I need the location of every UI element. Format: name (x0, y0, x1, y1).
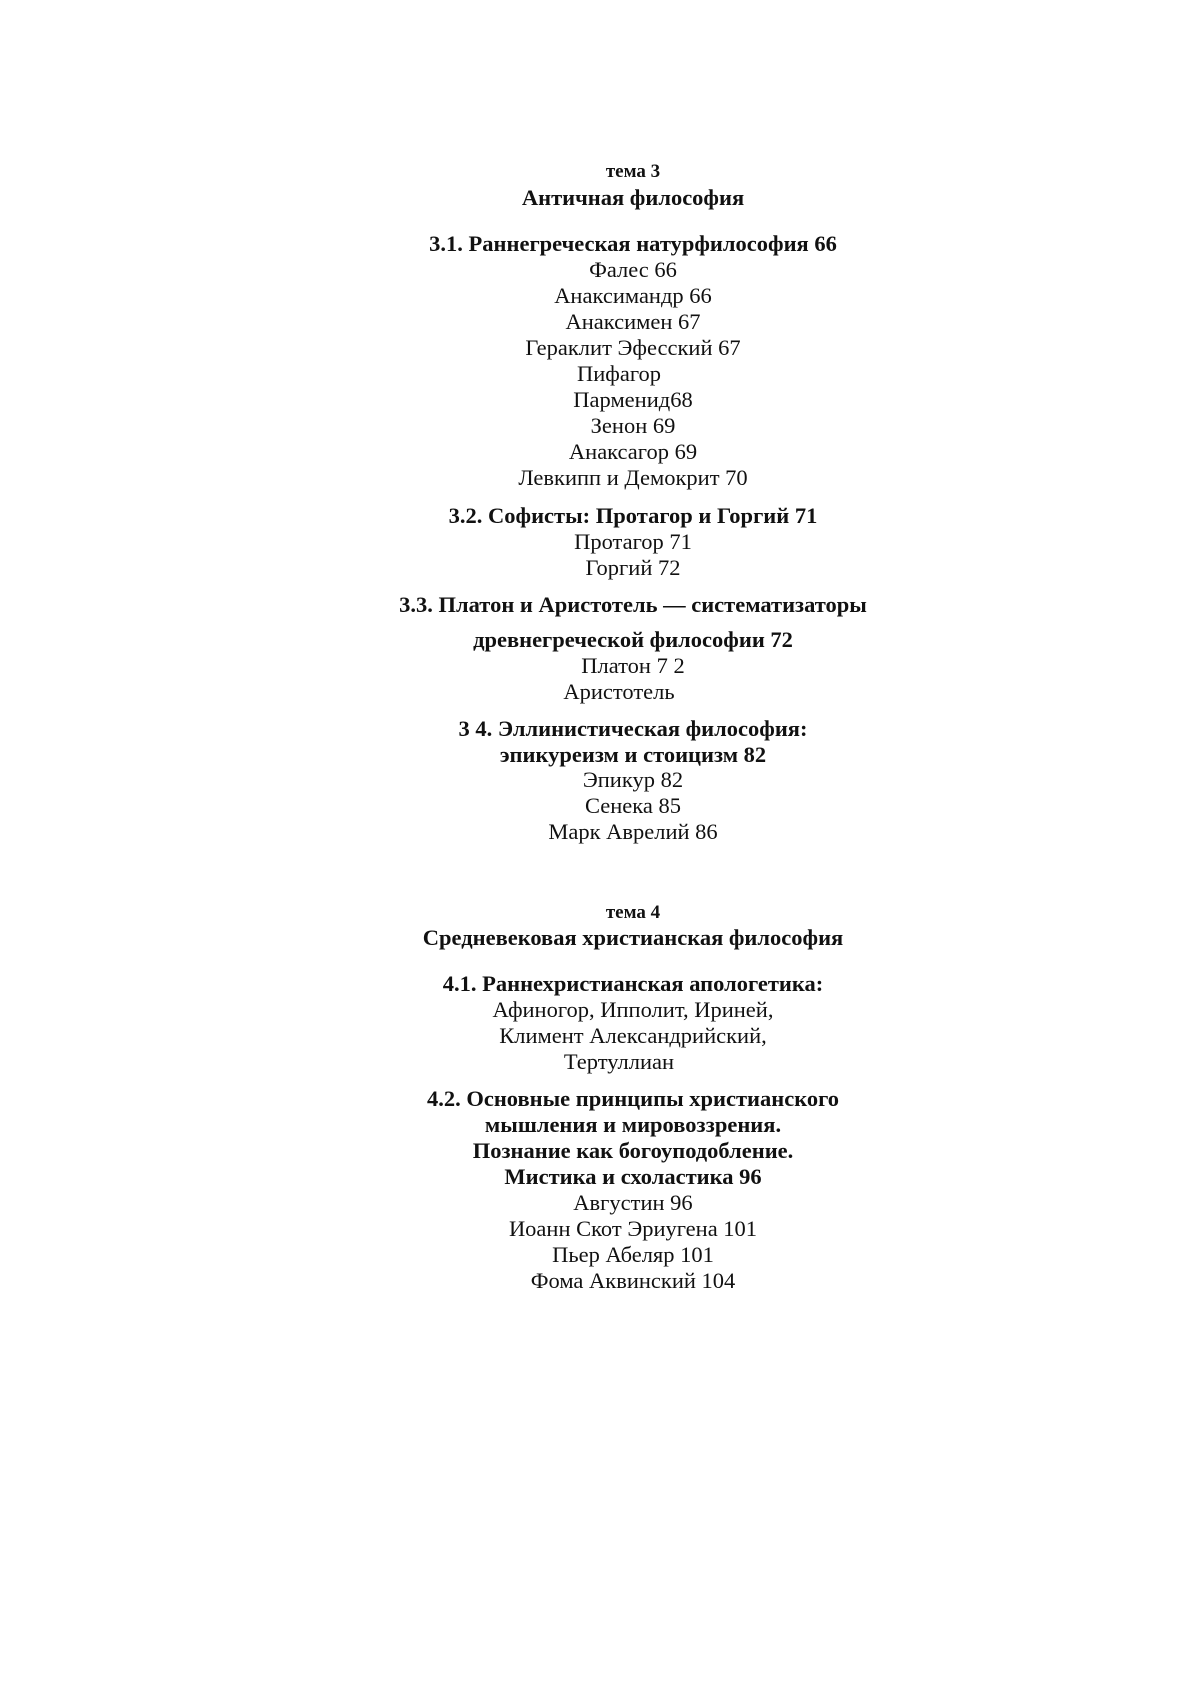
toc-item: Аристотель (563, 679, 675, 704)
toc-item: Парменид68 (573, 387, 693, 412)
tema-4-title: Средневековая христианская философия (422, 925, 844, 950)
section-3-3-heading-line1: 3.3. Платон и Аристотель — систематизаторы (399, 592, 867, 617)
toc-item: Горгий 72 (585, 555, 681, 580)
toc-item: Анаксимен 67 (565, 309, 701, 334)
tema-3-title: Античная философия (521, 185, 745, 210)
section-3-3-heading-line2: древнегреческой философии 72 (473, 627, 793, 652)
section-4-1-heading: 4.1. Раннехристианская апологетика: (442, 971, 824, 996)
section-3-4-heading-line2: эпикуреизм и стоицизм 82 (499, 742, 767, 767)
toc-item: Августин 96 (573, 1190, 693, 1215)
section-4-2-heading-line2: мышления и мировоззрения. (484, 1112, 782, 1137)
section-4-2-heading-line3: Познание как богоуподобление. (472, 1138, 794, 1163)
section-3-2-heading: 3.2. Софисты: Протагор и Горгий 71 (448, 503, 818, 528)
tema-4-label: тема 4 (605, 902, 661, 923)
section-4-2-heading-line4: Мистика и схоластика 96 (504, 1164, 762, 1189)
toc-item: Пифагор (576, 361, 662, 386)
toc-item: Пьер Абеляр 101 (552, 1242, 714, 1267)
toc-item: Фома Аквинский 104 (530, 1268, 736, 1293)
toc-line: Тертуллиан (563, 1049, 675, 1074)
toc-item: Левкипп и Демокрит 70 (518, 465, 748, 490)
toc-item: Протагор 71 (574, 529, 692, 554)
section-4-2-heading-line1: 4.2. Основные принципы христианского (426, 1086, 840, 1111)
section-3-1-heading: 3.1. Раннегреческая натурфилософия 66 (429, 231, 837, 256)
toc-item: Эпикур 82 (582, 767, 684, 792)
toc-item: Марк Аврелий 86 (548, 819, 718, 844)
toc-item: Зенон 69 (590, 413, 676, 438)
tema-3-label: тема 3 (605, 161, 661, 182)
toc-item: Анаксагор 69 (568, 439, 698, 464)
toc-item: Гераклит Эфесский 67 (525, 335, 741, 360)
toc-item: Анаксимандр 66 (554, 283, 712, 308)
toc-item: Платон 7 2 (581, 653, 685, 678)
toc-line: Климент Александрийский, (499, 1023, 767, 1048)
section-3-4-heading-line1: 3 4. Эллинистическая философия: (458, 716, 808, 741)
toc-item: Иоанн Скот Эриугена 101 (508, 1216, 758, 1241)
toc-item: Фалес 66 (589, 257, 677, 282)
toc-line: Афиногор, Ипполит, Ириней, (492, 997, 774, 1022)
toc-item: Сенека 85 (585, 793, 681, 818)
